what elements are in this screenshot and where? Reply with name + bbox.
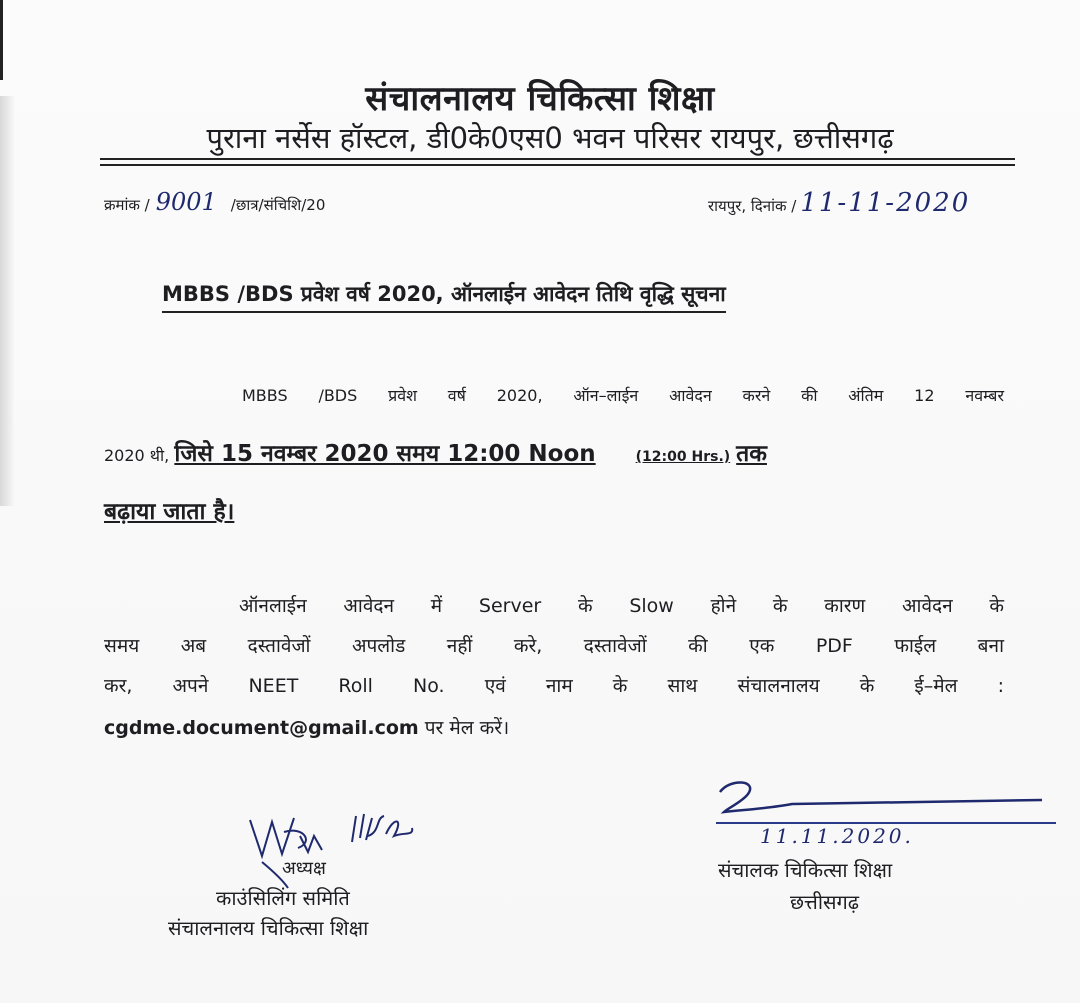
issue-date: 11-11-2020 [800, 188, 971, 218]
reference-suffix: /छात्र/संचिशि/20 [230, 196, 326, 214]
paragraph1-line2-end: तक [736, 441, 767, 467]
paragraph1-line3: बढ़ाया जाता है। [104, 499, 235, 525]
paragraph2-line4-end: पर मेल करें। [424, 717, 510, 739]
paragraph2-line3: कर, अपने NEET Roll No. एवं नाम के साथ संचालनालय के ई–मेल : [104, 675, 1004, 697]
paragraph1-line1: MBBS /BDS प्रवेश वर्ष 2020, ऑन–लाईन आवेदन करने की अंतिम 12 नवम्बर [242, 386, 1004, 405]
director-designation: संचालक चिकित्सा शिक्षा [718, 858, 893, 882]
counselling-committee: काउंसिलिंग समिति [216, 886, 350, 910]
director-signature-date: 11.11.2020. [760, 824, 914, 848]
chairman-signature [244, 812, 434, 892]
contact-email: cgdme.document@gmail.com [104, 717, 419, 739]
director-state: छत्तीसगढ़ [790, 890, 860, 914]
director-signature [712, 770, 1052, 826]
chairman-designation: अध्यक्ष [282, 858, 326, 879]
notice-subject: MBBS /BDS प्रवेश वर्ष 2020, ऑनलाईन आवेदन तिथि वृद्धि सूचना [162, 280, 726, 313]
header-rule-bottom [100, 164, 1015, 166]
place-date-label: रायपुर, दिनांक / [708, 197, 797, 215]
paragraph2-line1: ऑनलाईन आवेदन में Server के Slow होने के कारण आवेदन के [239, 595, 1004, 617]
chairman-office: संचालनालय चिकित्सा शिक्षा [168, 916, 369, 940]
office-title: संचालनालय चिकित्सा शिक्षा [365, 79, 715, 119]
new-deadline: जिसे 15 नवम्बर 2020 समय 12:00 Noon [174, 441, 596, 467]
deadline-hours: (12:00 Hrs.) [635, 449, 731, 465]
page-shadow [0, 96, 14, 506]
office-address: पुराना नर्सेस हॉस्टल, डी0के0एस0 भवन परिसर रायपुर, छत्तीसगढ़ [206, 121, 894, 155]
reference-label: क्रमांक / [104, 196, 150, 214]
reference-number: 9001 [155, 188, 217, 216]
page-edge [0, 0, 3, 80]
header-rule-top [100, 158, 1015, 160]
paragraph1-line2-start: 2020 थी, [104, 446, 170, 465]
reference-number-row [104, 188, 325, 216]
paragraph2-line2: समय अब दस्तावेजों अपलोड नहीं करे, दस्तावेजों की एक PDF फाईल बना [104, 635, 1004, 657]
paragraph1-line2 [104, 436, 1004, 468]
paragraph2-line4 [104, 714, 1004, 740]
reference-date-row [708, 188, 970, 218]
